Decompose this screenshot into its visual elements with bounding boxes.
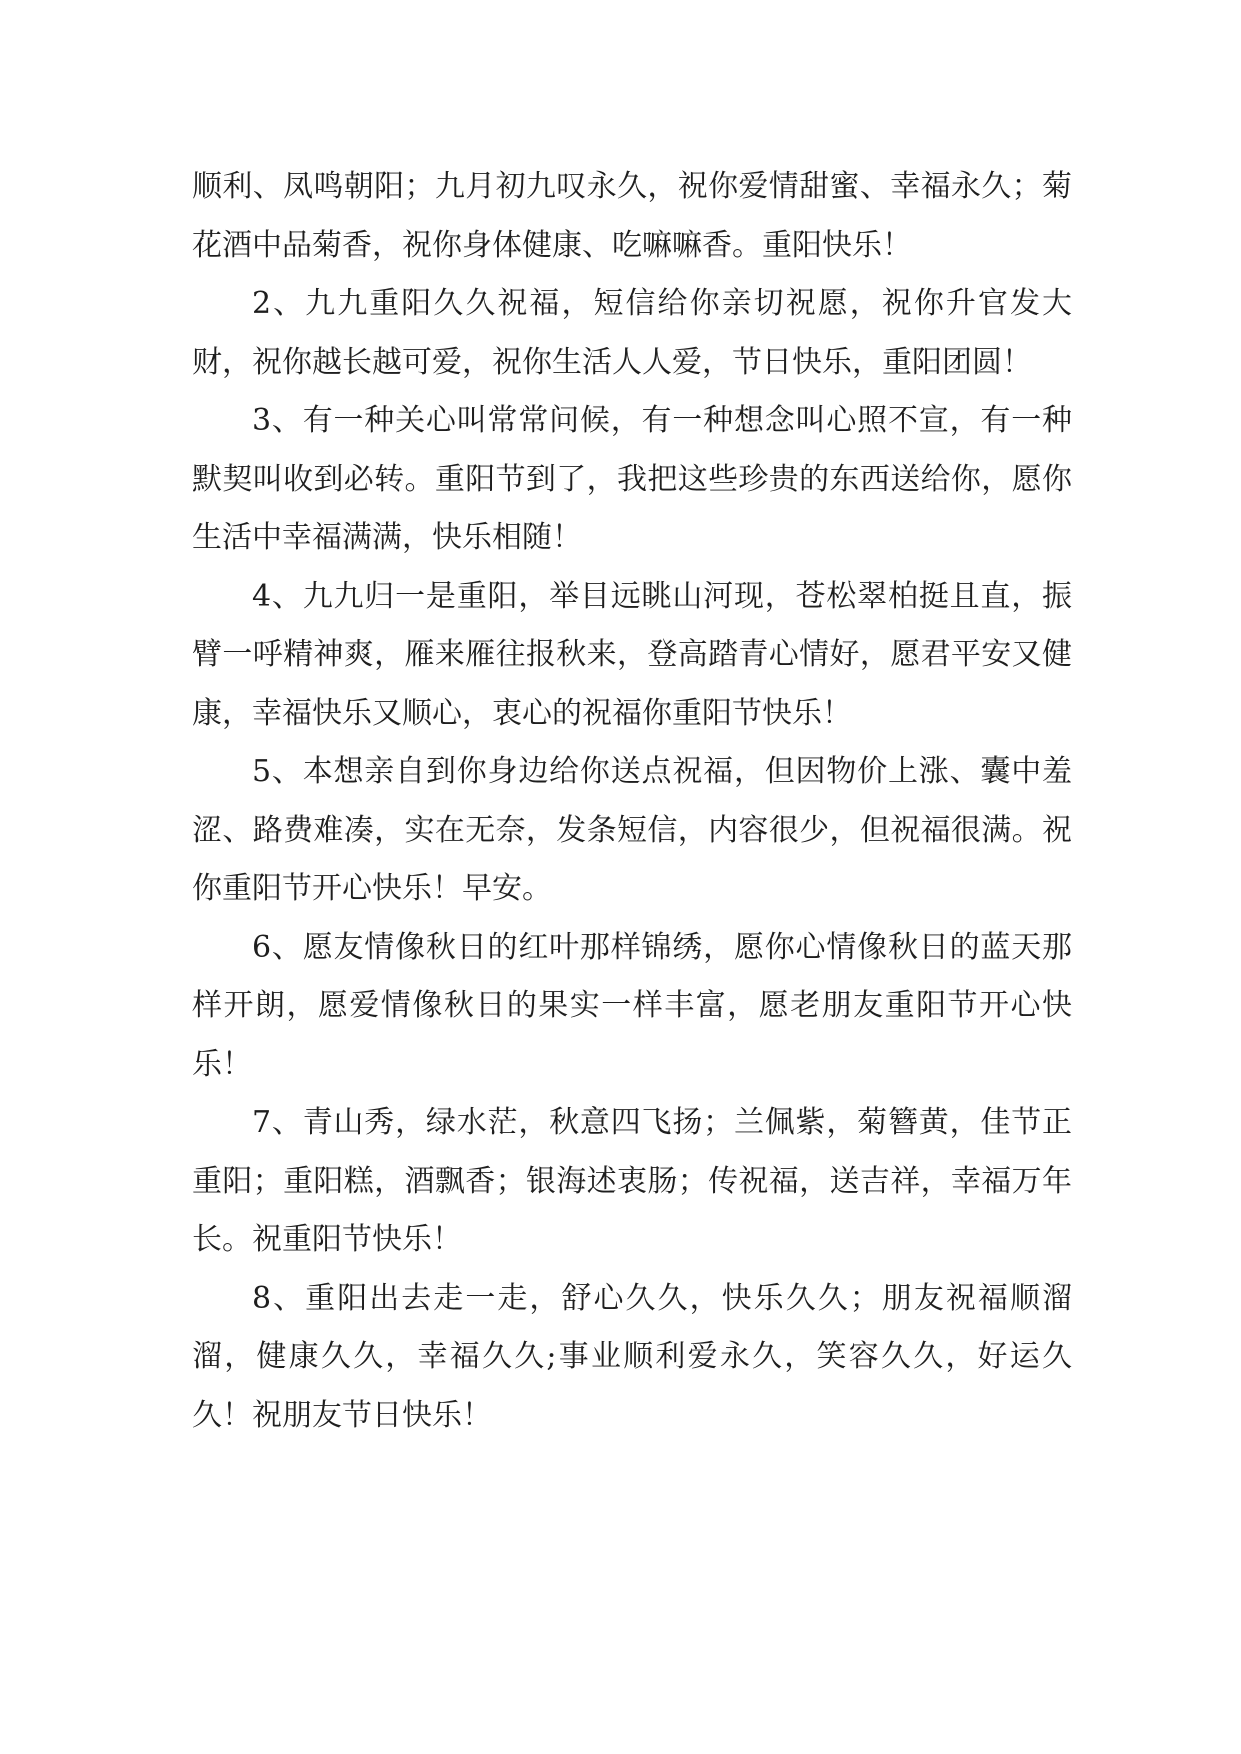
paragraph-item-8: 8、重阳出去走一走，舒心久久，快乐久久；朋友祝福顺溜溜，健康久久，幸福久久;事业顺利爱永久，笑容久久，好运久久！祝朋友节日快乐！: [192, 1280, 1072, 1433]
paragraph-item-2: 2、九九重阳久久祝福，短信给你亲切祝愿，祝你升官发大财，祝你越长越可爱，祝你生活人人爱，节日快乐，重阳团圆！: [192, 286, 1072, 380]
paragraph-item-3: 3、有一种关心叫常常问候，有一种想念叫心照不宣，有一种默契叫收到必转。重阳节到了，我把这些珍贵的东西送给你，愿你生活中幸福满满，快乐相随！: [192, 403, 1072, 555]
paragraph-item-4: 4、九九归一是重阳，举目远眺山河现，苍松翠柏挺且直，振臂一呼精神爽，雁来雁往报秋来，登高踏青心情好，愿君平安又健康，幸福快乐又顺心，衷心的祝福你重阳节快乐！: [192, 578, 1072, 731]
paragraph-continuation: 顺利、凤鸣朝阳；九月初九叹永久，祝你爱情甜蜜、幸福永久；菊花酒中品菊香，祝你身体健康、吃嘛嘛香。重阳快乐！: [192, 169, 1072, 263]
paragraph-item-7: 7、青山秀，绿水茫，秋意四飞扬；兰佩紫，菊簪黄，佳节正重阳；重阳糕，酒飘香；银海述衷肠；传祝福，送吉祥，幸福万年长。祝重阳节快乐！: [192, 1105, 1072, 1257]
paragraph-item-5: 5、本想亲自到你身边给你送点祝福，但因物价上涨、囊中羞涩、路费难凑，实在无奈，发条短信，内容很少，但祝福很满。祝你重阳节开心快乐！早安。: [192, 754, 1072, 906]
paragraph-item-6: 6、愿友情像秋日的红叶那样锦绣，愿你心情像秋日的蓝天那样开朗，愿爱情像秋日的果实一样丰富，愿老朋友重阳节开心快乐！: [192, 929, 1072, 1082]
document-body: [192, 158, 1072, 1445]
